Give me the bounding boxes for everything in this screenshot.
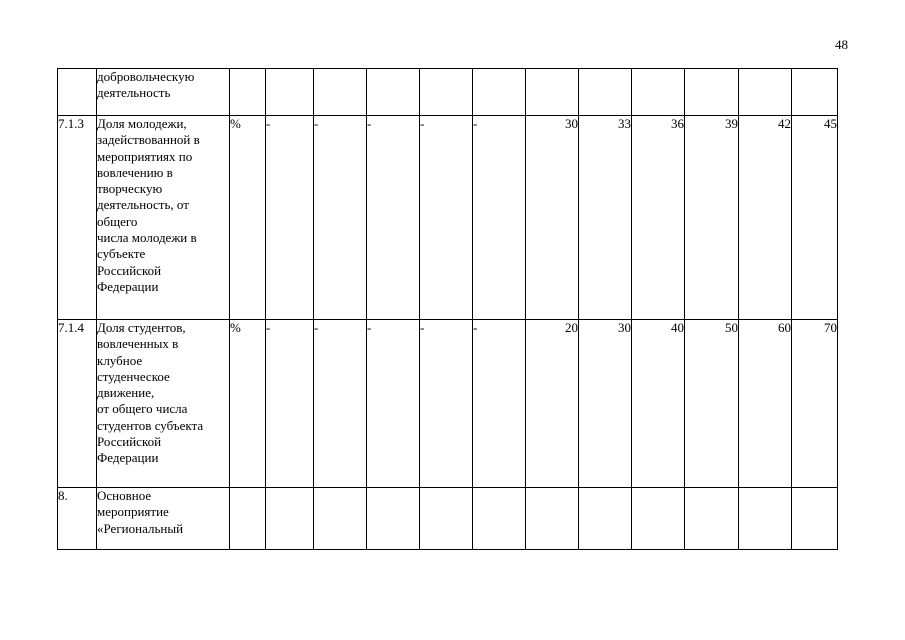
empty-value-cell — [367, 69, 420, 116]
empty-value-cell — [473, 488, 526, 550]
value-cell: 60 — [739, 320, 792, 488]
indicator-name-cell: Основное мероприятие «Региональный — [97, 488, 230, 550]
empty-value-cell: - — [420, 116, 473, 320]
table-row — [58, 320, 838, 488]
indicator-table — [57, 68, 838, 550]
empty-value-cell — [314, 488, 367, 550]
empty-value-cell: - — [266, 116, 314, 320]
table-row — [58, 488, 838, 550]
empty-value-cell — [473, 69, 526, 116]
value-cell: 50 — [685, 320, 739, 488]
unit-cell: % — [230, 320, 266, 488]
value-cell — [739, 488, 792, 550]
empty-value-cell: - — [473, 116, 526, 320]
empty-value-cell: - — [266, 320, 314, 488]
value-cell: 39 — [685, 116, 739, 320]
value-cell — [739, 69, 792, 116]
empty-value-cell — [266, 488, 314, 550]
value-cell — [632, 69, 685, 116]
value-cell — [685, 69, 739, 116]
empty-value-cell: - — [420, 320, 473, 488]
value-cell: 45 — [792, 116, 838, 320]
indicator-name-cell: Доля молодежи, задействованной в мероприятиях по вовлечению в творческую деятельность, от общего числа молодежи в субъекте Российской Федерации — [97, 116, 230, 320]
value-cell — [579, 488, 632, 550]
table-row — [58, 116, 838, 320]
empty-value-cell — [420, 488, 473, 550]
value-cell — [526, 488, 579, 550]
value-cell — [792, 69, 838, 116]
empty-value-cell — [314, 69, 367, 116]
value-cell — [792, 488, 838, 550]
value-cell — [685, 488, 739, 550]
value-cell: 70 — [792, 320, 838, 488]
value-cell: 30 — [526, 116, 579, 320]
row-number-cell: 8. — [58, 488, 97, 550]
empty-value-cell: - — [314, 320, 367, 488]
row-number-cell: 7.1.4 — [58, 320, 97, 488]
value-cell — [526, 69, 579, 116]
row-number-cell: 7.1.3 — [58, 116, 97, 320]
empty-value-cell: - — [473, 320, 526, 488]
empty-value-cell — [266, 69, 314, 116]
value-cell: 36 — [632, 116, 685, 320]
value-cell — [632, 488, 685, 550]
indicator-name-cell: добровольческую деятельность — [97, 69, 230, 116]
row-number-cell — [58, 69, 97, 116]
empty-value-cell: - — [314, 116, 367, 320]
empty-value-cell: - — [367, 116, 420, 320]
empty-value-cell — [420, 69, 473, 116]
value-cell — [579, 69, 632, 116]
value-cell: 40 — [632, 320, 685, 488]
value-cell: 33 — [579, 116, 632, 320]
unit-cell — [230, 69, 266, 116]
table-row — [58, 69, 838, 116]
unit-cell — [230, 488, 266, 550]
empty-value-cell — [367, 488, 420, 550]
value-cell: 20 — [526, 320, 579, 488]
value-cell: 42 — [739, 116, 792, 320]
unit-cell: % — [230, 116, 266, 320]
indicator-name-cell: Доля студентов, вовлеченных в клубное студенческое движение, от общего числа студентов субъекта Российской Федерации — [97, 320, 230, 488]
value-cell: 30 — [579, 320, 632, 488]
page-number: 48 — [835, 37, 848, 52]
empty-value-cell: - — [367, 320, 420, 488]
